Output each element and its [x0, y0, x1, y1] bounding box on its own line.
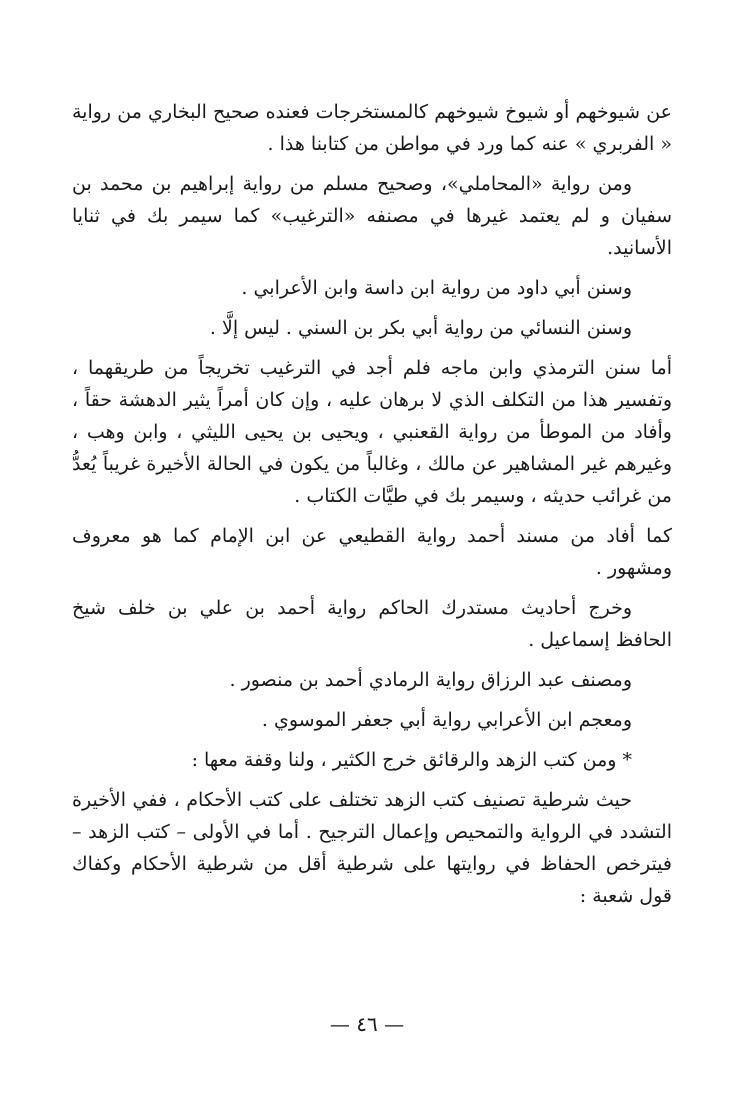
- paragraph-3: وسنن أبي داود من رواية ابن داسة وابن الأعرابي .: [241, 277, 632, 299]
- paragraph-1: عن شيوخهم أو شيوخ شيوخهم كالمستخرجات فعنده صحيح البخاري من رواية « الفربري » عنه كما ورد في مواطن من كتابنا هذا .: [72, 101, 672, 155]
- paragraph-7: وخرج أحاديث مستدرك الحاكم رواية أحمد بن علي بن خلف شيخ الحافظ إسماعيل .: [72, 597, 672, 651]
- paragraph-9: ومعجم ابن الأعرابي رواية أبي جعفر الموسوي .: [261, 709, 632, 731]
- page-number: — ٤٦ —: [329, 1012, 405, 1036]
- paragraph-11: حيث شرطية تصنيف كتب الزهد تختلف على كتب الأحكام ، ففي الأخيرة التشدد في الرواية والتمحيص وإعمال الترجيح . أما في الأولى – كتب الزهد – فيترخص الحفاظ في روايتها على شرطية أقل من شرطية الأحكام وكفاك قول شعبة :: [72, 789, 672, 907]
- page-body: [72, 96, 672, 920]
- paragraph-6: كما أفاد من مسند أحمد رواية القطيعي عن ابن الإمام كما هو معروف ومشهور .: [72, 525, 672, 579]
- paragraph-5: أما سنن الترمذي وابن ماجه فلم أجد في الترغيب تخريجاً من طريقهما ، وتفسير هذا من التكلف الذي لا برهان عليه ، وإن كان أمراً يثير الدهشة حقاً ، وأفاد من الموطأ من رواية القعنبي ، ويحيى بن يحيى الليثي ، وابن وهب ، وغيرهم غير المشاهير عن مالك ، وغالباً من يكون في الحالة الأخيرة غريباً يُعدُّ من غرائب حديثه ، وسيمر بك في طيَّات الكتاب .: [72, 357, 672, 507]
- paragraph-10: * ومن كتب الزهد والرقائق خرج الكثير ، ولنا وقفة معها :: [191, 749, 632, 771]
- paragraph-2: ومن رواية «المحاملي»، وصحيح مسلم من رواية إبراهيم بن محمد بن سفيان و لم يعتمد غيرها في مصنفه «الترغيب» كما سيمر بك في ثنايا الأسانيد.: [72, 173, 672, 259]
- paragraph-4: وسنن النسائي من رواية أبي بكر بن السني . ليس إلَّا .: [209, 317, 632, 339]
- paragraph-8: ومصنف عبد الرزاق رواية الرمادي أحمد بن منصور .: [229, 669, 632, 691]
